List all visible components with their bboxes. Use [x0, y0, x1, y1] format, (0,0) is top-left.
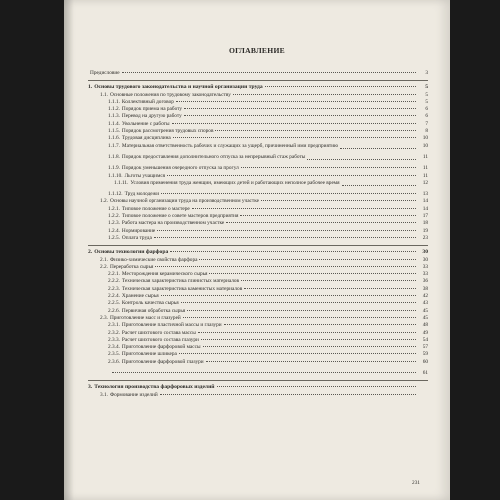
toc-entry: [88, 264, 428, 271]
toc-entry-page: 54: [422, 336, 428, 343]
toc-entry-title: Месторождения керамического сырья: [121, 271, 208, 278]
toc-entry-number: 1.2.5.: [108, 234, 120, 241]
toc-entry-number: 1.1.7.: [108, 142, 120, 149]
toc-entry: [88, 286, 428, 293]
dot-leader: [215, 130, 416, 131]
toc-entry-page: 36: [422, 278, 428, 285]
table-of-contents: [88, 70, 428, 399]
dot-leader: [241, 167, 416, 168]
dot-leader: [226, 222, 416, 223]
toc-entry: [88, 220, 428, 227]
toc-entry-title: Приготовление пластичной массы и глазури: [121, 322, 222, 329]
toc-entry-number: 2.2.3.: [108, 285, 120, 292]
toc-entry-title: Увольнение с работы: [121, 120, 170, 127]
toc-entry-title: Переработка сырья: [109, 263, 154, 270]
toc-entry-number: 1.1.5.: [108, 128, 120, 135]
toc-entry-page: 43: [422, 300, 428, 307]
toc-entry-page: 48: [422, 322, 428, 329]
toc-entry-title: Условия применения труда женщин, имеющих детей и работающих неполное рабочее время: [130, 179, 340, 186]
toc-entry-page: 14: [422, 198, 428, 205]
toc-entry-title: Приготовление фарфоровой глазури: [121, 358, 204, 365]
toc-entry-number: 2.: [88, 249, 93, 256]
toc-entry: [88, 351, 428, 358]
toc-entry-number: 2.3.4.: [108, 344, 120, 351]
dot-leader: [261, 200, 416, 201]
toc-entry-page: 6: [425, 113, 428, 120]
toc-entry-page: 33: [422, 263, 428, 270]
dot-leader: [173, 137, 416, 138]
toc-entry: [88, 228, 428, 235]
dot-leader: [183, 317, 416, 318]
dot-leader: [176, 101, 416, 102]
toc-entry-title: Расчет шихтового состава массы: [121, 329, 196, 336]
dot-leader: [179, 353, 416, 354]
dot-leader: [209, 273, 416, 274]
toc-entry: [88, 180, 428, 187]
dot-leader: [184, 108, 416, 109]
toc-entry-title: Расчет шихтового состава глазури: [121, 336, 199, 343]
toc-entry-page: 7: [425, 120, 428, 127]
toc-entry-page: 10: [422, 135, 428, 142]
dot-leader: [244, 288, 416, 289]
dot-leader: [167, 175, 416, 176]
toc-entry: [88, 300, 428, 307]
dot-leader: [122, 72, 416, 73]
dot-leader: [199, 259, 416, 260]
toc-entry-page: 45: [422, 307, 428, 314]
dot-leader: [172, 123, 416, 124]
toc-entry-number: 2.2.6.: [108, 307, 120, 314]
toc-entry: [88, 337, 428, 344]
toc-entry-page: 45: [422, 314, 428, 321]
toc-entry-page: 60: [422, 358, 428, 365]
toc-entry-number: 2.3.1.: [108, 322, 120, 329]
dot-leader: [203, 346, 416, 347]
dot-leader: [240, 215, 416, 216]
toc-entry-title: Порядок приема на работу: [121, 106, 183, 113]
dot-leader: [224, 324, 416, 325]
toc-entry: [88, 198, 428, 205]
toc-entry-number: 1.2.1.: [108, 205, 120, 212]
toc-entry-page: 18: [422, 220, 428, 227]
toc-entry: [88, 249, 428, 256]
toc-entry: [88, 154, 428, 161]
toc-entry: [88, 278, 428, 285]
toc-entry-number: 2.3.: [100, 314, 108, 321]
dot-leader: [342, 185, 416, 186]
toc-entry: [88, 135, 428, 142]
toc-entry-title: Техническая характеристика глинистых материалов: [121, 278, 240, 285]
dot-leader: [181, 302, 416, 303]
toc-entry-page: 5: [425, 91, 428, 98]
toc-entry-title: Работа мастера на производственном участке: [121, 220, 225, 227]
toc-entry-title: Технология производства фарфоровых изделий: [94, 384, 215, 391]
dot-leader: [112, 372, 416, 373]
toc-entry-page: 30: [422, 249, 428, 256]
toc-entry-title: Основы трудового законодательства и научной организации труда: [94, 84, 263, 91]
toc-entry: [88, 384, 428, 391]
book-page: [64, 0, 450, 500]
toc-entry-number: 1.1.3.: [108, 113, 120, 120]
toc-entry-title: Контроль качества сырья: [121, 300, 179, 307]
toc-entry-page: 6: [425, 106, 428, 113]
toc-entry-page: 38: [422, 285, 428, 292]
toc-entry-page: 19: [422, 227, 428, 234]
toc-entry: [88, 308, 428, 315]
toc-entry-page: 11: [422, 165, 428, 172]
toc-entry-page: 49: [422, 329, 428, 336]
toc-entry-title: Нормирование: [121, 227, 156, 234]
section-divider: [88, 80, 428, 81]
dot-leader: [307, 159, 416, 160]
toc-entry-title: Основы технологии фарфора: [94, 249, 169, 256]
toc-entry-number: 1.2.4.: [108, 227, 120, 234]
toc-entry-page: 23: [422, 234, 428, 241]
toc-entry-number: 2.3.3.: [108, 336, 120, 343]
toc-entry-number: 1.1.6.: [108, 135, 120, 142]
toc-entry: [88, 257, 428, 264]
toc-entry-number: 1.1.4.: [108, 120, 120, 127]
toc-entry: [88, 70, 428, 77]
toc-entry-title: Типовое положение о мастере: [121, 205, 190, 212]
toc-entry-number: 1.2.: [100, 198, 108, 205]
toc-entry-title: Порядок уменьшения очередного отпуска за прогул: [121, 165, 239, 172]
toc-entry-title: Первичная обработка сырья: [121, 307, 186, 314]
toc-entry: [88, 84, 428, 91]
toc-entry: [88, 121, 428, 128]
toc-entry-number: 2.3.2.: [108, 329, 120, 336]
toc-entry-title: Предисловие: [90, 70, 120, 76]
toc-entry-title: Формование изделий: [109, 391, 158, 398]
toc-entry: [88, 235, 428, 242]
toc-entry-page: 13: [422, 191, 428, 198]
toc-entry-title: Приготовление фарфоровой массы: [121, 344, 201, 351]
toc-entry-page: 33: [422, 271, 428, 278]
toc-entry-number: 2.3.5.: [108, 351, 120, 358]
toc-entry-title: Основные положения по трудовому законодательству: [109, 91, 231, 98]
toc-entry-title: Трудовая дисциплина: [121, 135, 171, 142]
dot-leader: [198, 332, 416, 333]
toc-entry-number: 1.: [88, 84, 93, 91]
toc-entry: [88, 128, 428, 135]
toc-entry: [88, 173, 428, 180]
toc-entry-page: 57: [422, 344, 428, 351]
toc-entry-number: 3.: [88, 384, 93, 391]
dot-leader: [157, 230, 416, 231]
toc-entry: [88, 322, 428, 329]
toc-entry-title: Труд молодежи: [124, 191, 160, 198]
toc-entry: [88, 370, 428, 377]
dot-leader: [206, 361, 416, 362]
dot-leader: [170, 251, 416, 252]
toc-entry-number: 1.2.3.: [108, 220, 120, 227]
toc-entry-page: 12: [422, 179, 428, 186]
toc-entry-number: 1.2.2.: [108, 213, 120, 220]
dot-leader: [340, 148, 416, 149]
toc-entry-title: Оплата труда: [121, 234, 152, 241]
toc-entry-number: 1.1.2.: [108, 106, 120, 113]
toc-entry-number: 2.1.: [100, 256, 108, 263]
dot-leader: [265, 86, 416, 87]
dot-leader: [154, 237, 416, 238]
toc-entry-title: Материальная ответственность рабочих и служащих за ущерб, причиненный ими предприятию: [121, 142, 339, 149]
toc-entry-number: 1.1.: [100, 91, 108, 98]
toc-entry-number: 2.2.4.: [108, 293, 120, 300]
dot-leader: [241, 280, 416, 281]
toc-entry-number: 2.2.1.: [108, 271, 120, 278]
toc-entry-page: 42: [422, 293, 428, 300]
toc-entry-page: 8: [425, 128, 428, 135]
toc-entry-page: 10: [422, 142, 428, 149]
toc-entry-number: 1.1.9.: [108, 165, 120, 172]
toc-entry-page: 5: [425, 84, 428, 91]
dot-leader: [161, 295, 416, 296]
dot-leader: [233, 94, 416, 95]
dot-leader: [187, 310, 416, 311]
toc-entry-title: Техническая характеристика каменистых материалов: [121, 285, 243, 292]
toc-entry-number: 2.2.: [100, 263, 108, 270]
toc-entry: [88, 271, 428, 278]
toc-entry-page: 3: [425, 70, 428, 76]
toc-entry: [88, 330, 428, 337]
toc-entry-number: 2.3.6.: [108, 358, 120, 365]
dot-leader: [192, 208, 416, 209]
toc-entry-number: 1.1.10.: [108, 172, 123, 179]
section-divider: [88, 245, 428, 246]
toc-entry-title: Хранение сырья: [121, 293, 159, 300]
toc-entry-title: Приготовление шликера: [121, 351, 177, 358]
toc-entry-page: 61: [422, 369, 428, 376]
toc-entry: [88, 344, 428, 351]
toc-entry-title: Приготовление масс и глазурей: [109, 314, 181, 321]
toc-entry-page: 14: [422, 205, 428, 212]
toc-entry-number: 2.2.5.: [108, 300, 120, 307]
toc-entry-number: 1.1.8.: [108, 153, 120, 160]
toc-entry-page: 30: [422, 256, 428, 263]
toc-entry-title: Льготы учащимся: [124, 172, 166, 179]
page-title: ОГЛАВЛЕНИЕ: [228, 46, 286, 55]
page-number: 231: [412, 480, 420, 486]
toc-entry-page: 11: [422, 153, 428, 160]
toc-entry: [88, 113, 428, 120]
section-divider: [88, 380, 428, 381]
dot-leader: [160, 394, 416, 395]
spine-shadow: [64, 0, 74, 500]
toc-entry-title: Порядок предоставления дополнительного отпуска за непрерывный стаж работы: [121, 153, 306, 160]
toc-entry-page: 5: [425, 98, 428, 105]
toc-entry-title: Перевод на другую работу: [121, 113, 182, 120]
toc-entry-page: 59: [422, 351, 428, 358]
toc-entry-title: Типовое положение о совете мастеров предприятия: [121, 213, 239, 220]
toc-entry-page: 17: [422, 213, 428, 220]
toc-entry: [88, 165, 428, 172]
toc-entry: [88, 359, 428, 366]
toc-entry: [88, 293, 428, 300]
toc-entry-title: Основы научной организации труда на производственном участке: [109, 198, 259, 205]
dot-leader: [217, 386, 416, 387]
toc-entry: [88, 143, 428, 150]
dot-leader: [201, 339, 416, 340]
toc-entry-title: Коллективный договор: [121, 98, 174, 105]
toc-entry-number: 1.1.11.: [114, 179, 129, 186]
dot-leader: [155, 266, 416, 267]
dot-leader: [184, 115, 416, 116]
toc-entry-number: 3.1.: [100, 391, 108, 398]
toc-entry-number: 1.1.12.: [108, 191, 123, 198]
toc-entry: [88, 92, 428, 99]
toc-entry-page: 11: [422, 172, 428, 179]
toc-entry: [88, 206, 428, 213]
toc-entry-title: Физико-химические свойства фарфора: [109, 256, 198, 263]
toc-entry-title: Порядок рассмотрения трудовых споров: [121, 128, 214, 135]
toc-entry: [88, 392, 428, 399]
toc-entry-number: 1.1.1.: [108, 98, 120, 105]
toc-entry-number: 2.2.2.: [108, 278, 120, 285]
dot-leader: [161, 193, 416, 194]
